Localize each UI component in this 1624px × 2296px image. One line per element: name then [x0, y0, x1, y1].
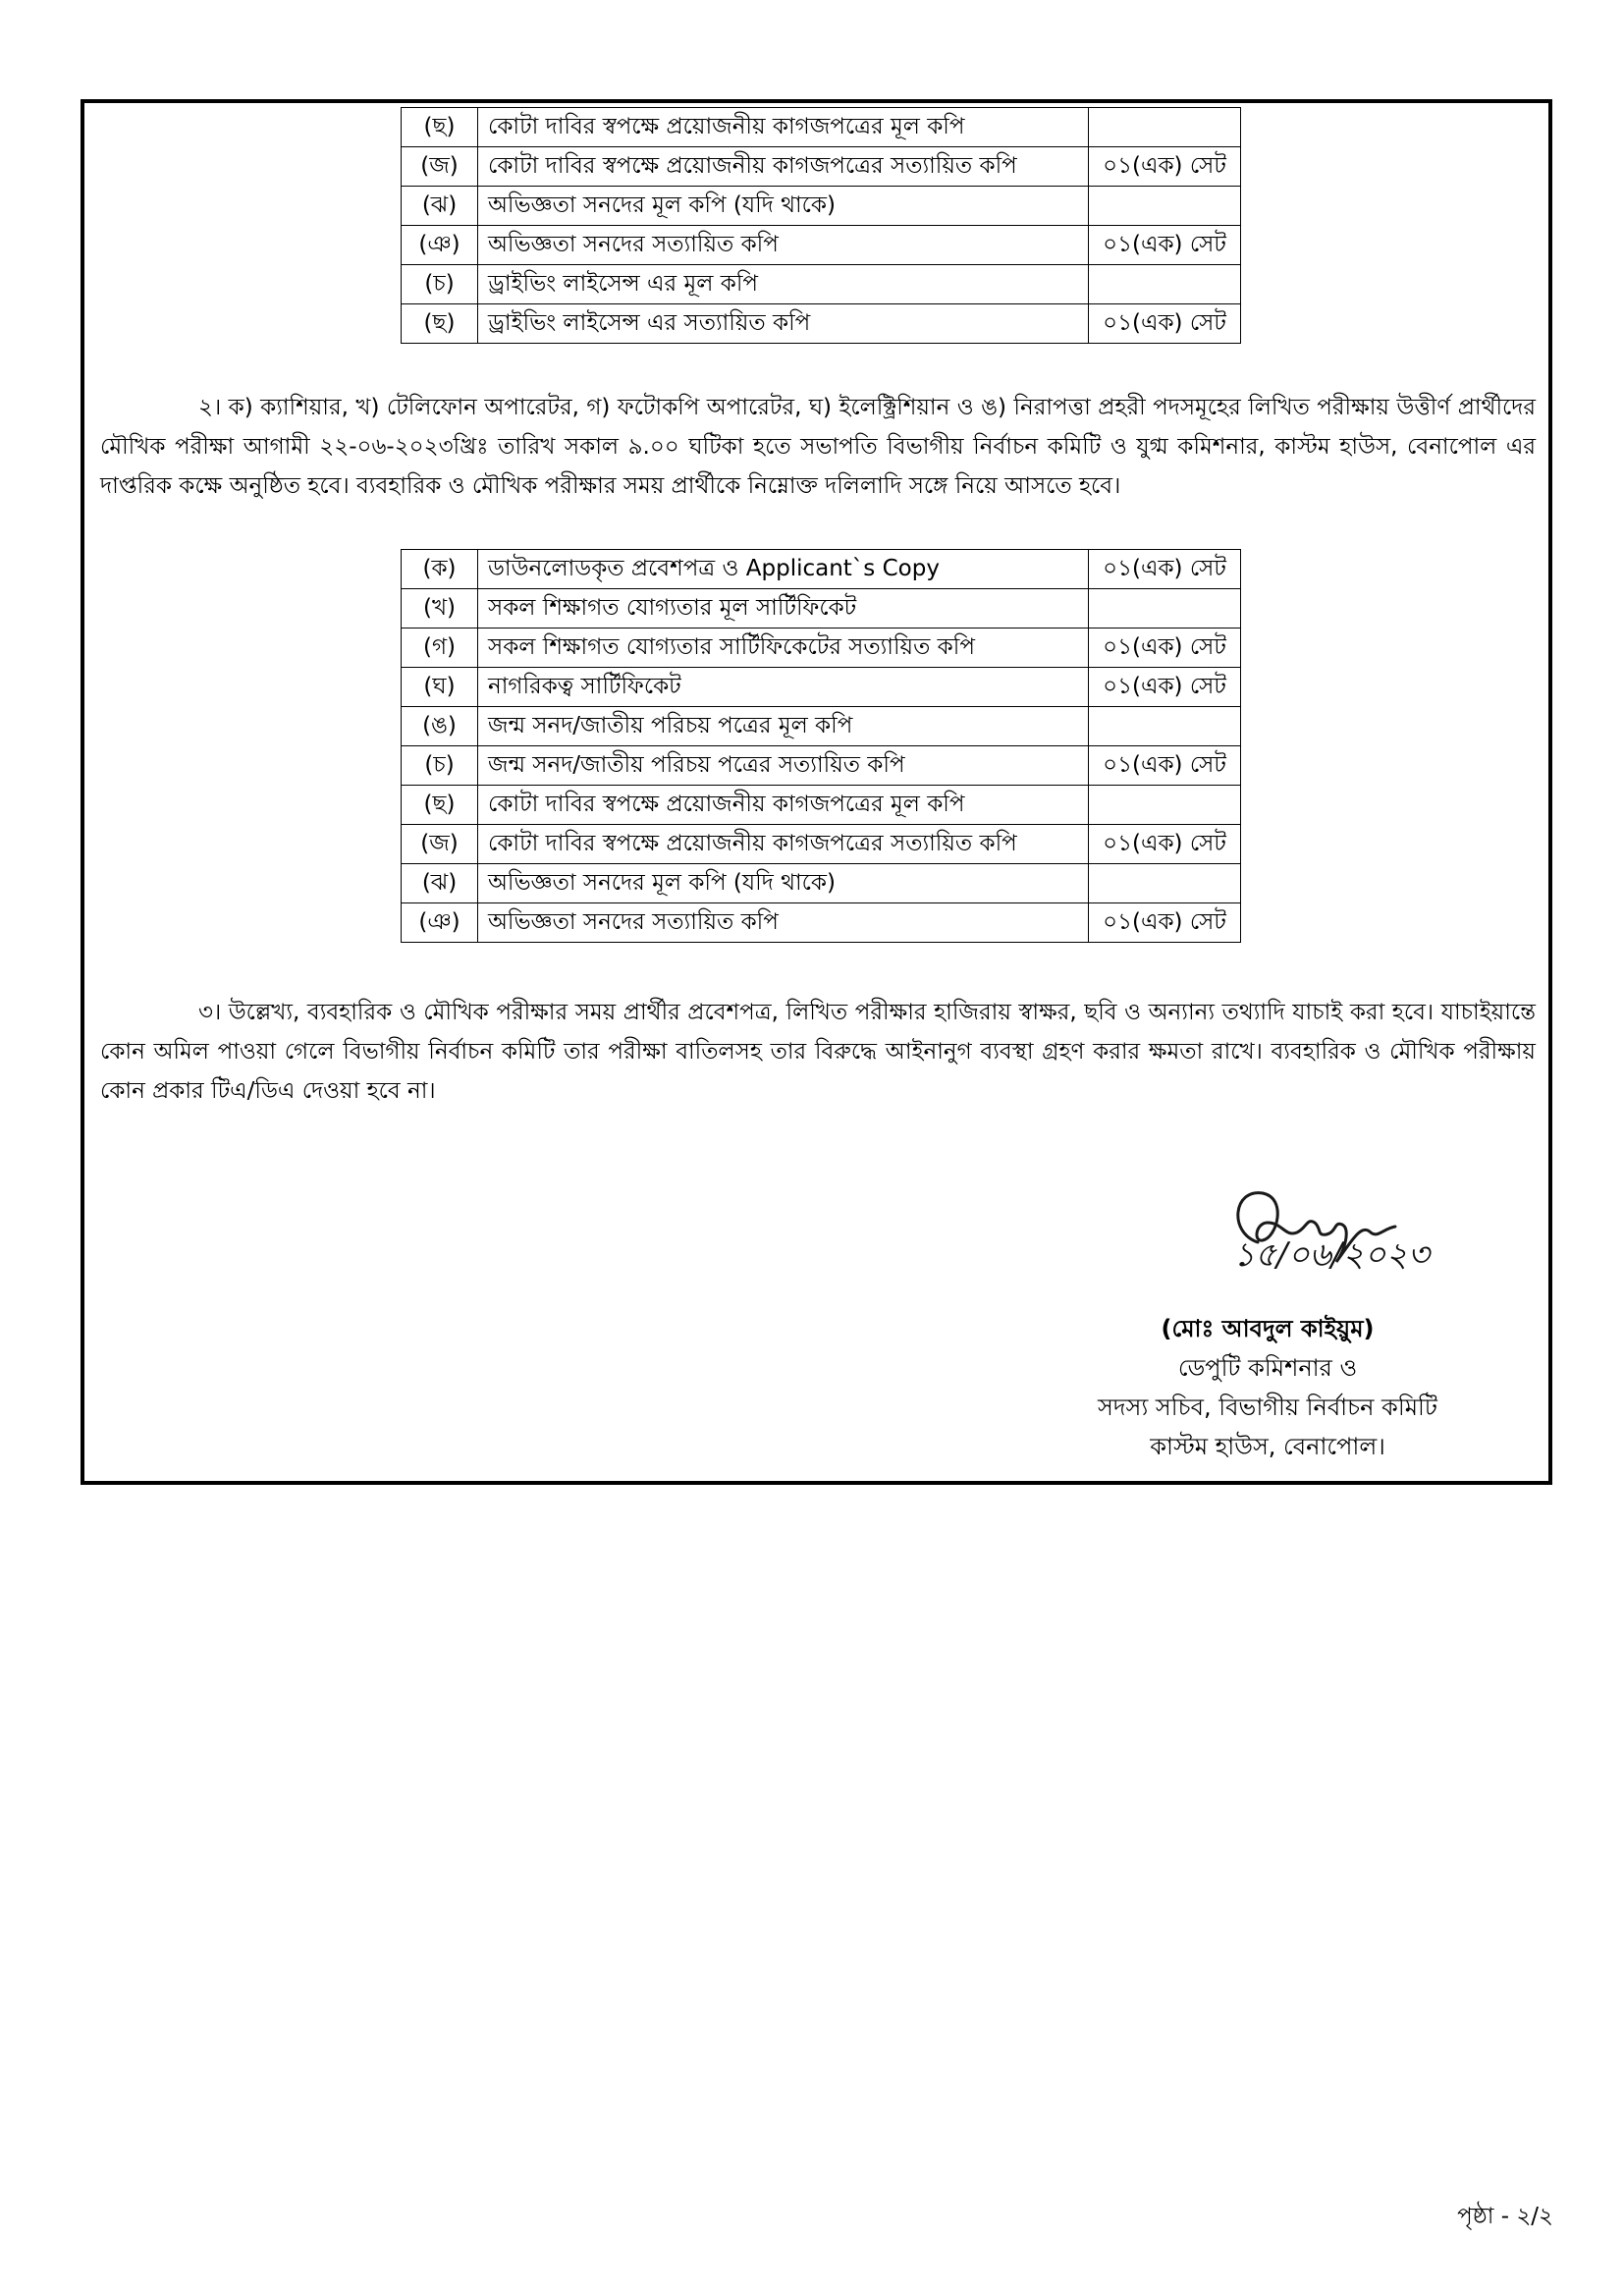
- row-code: (ঞ): [402, 903, 478, 943]
- row-item: ড্রাইভিং লাইসেন্স এর সত্যায়িত কপি: [478, 304, 1089, 344]
- paragraph-3: [100, 993, 1536, 1111]
- paragraph-2: [100, 388, 1536, 506]
- row-item: নাগরিকত্ব সার্টিফিকেট: [478, 668, 1089, 707]
- row-item: অভিজ্ঞতা সনদের সত্যায়িত কপি: [478, 226, 1089, 265]
- row-quantity: [1089, 864, 1241, 903]
- row-quantity: ০১(এক) সেট: [1089, 304, 1241, 344]
- row-quantity: ০১(এক) সেট: [1089, 147, 1241, 187]
- row-item: অভিজ্ঞতা সনদের মূল কপি (যদি থাকে): [478, 864, 1089, 903]
- required-documents-table-continued: [401, 107, 1241, 344]
- row-quantity: [1089, 589, 1241, 629]
- row-item: জন্ম সনদ/জাতীয় পরিচয় পত্রের মূল কপি: [478, 707, 1089, 746]
- viva-documents-table: [401, 549, 1241, 943]
- table-row: [402, 304, 1241, 344]
- table-row: [402, 265, 1241, 304]
- row-item: ড্রাইভিং লাইসেন্স এর মূল কপি: [478, 265, 1089, 304]
- row-item: কোটা দাবির স্বপক্ষে প্রয়োজনীয় কাগজপত্রের মূল কপি: [478, 786, 1089, 825]
- signature-date: ১৫/০৬/২০২৩: [1233, 1235, 1430, 1275]
- row-quantity: ০১(এক) সেট: [1089, 746, 1241, 786]
- row-code: (খ): [402, 589, 478, 629]
- row-quantity: [1089, 265, 1241, 304]
- row-code: (গ): [402, 629, 478, 668]
- table-row: [402, 629, 1241, 668]
- table-row: [402, 786, 1241, 825]
- table-row: [402, 746, 1241, 786]
- table-row: [402, 668, 1241, 707]
- signature-block: [1056, 1309, 1479, 1466]
- row-code: (ঝ): [402, 187, 478, 226]
- row-code: (জ): [402, 825, 478, 864]
- table-row: [402, 550, 1241, 589]
- row-item: অভিজ্ঞতা সনদের সত্যায়িত কপি: [478, 903, 1089, 943]
- row-code: (ছ): [402, 786, 478, 825]
- row-code: (ঘ): [402, 668, 478, 707]
- signatory-designation-2: সদস্য সচিব, বিভাগীয় নির্বাচন কমিটি: [1098, 1394, 1437, 1421]
- row-code: (ঙ): [402, 707, 478, 746]
- row-item: অভিজ্ঞতা সনদের মূল কপি (যদি থাকে): [478, 187, 1089, 226]
- signatory-designation-1: ডেপুটি কমিশনার ও: [1177, 1354, 1358, 1382]
- table-row: [402, 108, 1241, 147]
- row-item: ডাউনলোডকৃত প্রবেশপত্র ও Applicant`s Copy: [478, 550, 1089, 589]
- row-code: (চ): [402, 746, 478, 786]
- row-quantity: ০১(এক) সেট: [1089, 668, 1241, 707]
- table-top-body: [402, 108, 1241, 344]
- row-item: কোটা দাবির স্বপক্ষে প্রয়োজনীয় কাগজপত্রের সত্যায়িত কপি: [478, 147, 1089, 187]
- table-row: [402, 707, 1241, 746]
- table-row: [402, 226, 1241, 265]
- document-frame: [81, 99, 1552, 1485]
- row-quantity: ০১(এক) সেট: [1089, 903, 1241, 943]
- row-code: (ঝ): [402, 864, 478, 903]
- row-code: (ছ): [402, 304, 478, 344]
- row-quantity: ০১(এক) সেট: [1089, 550, 1241, 589]
- row-item: সকল শিক্ষাগত যোগ্যতার সার্টিফিকেটের সত্যায়িত কপি: [478, 629, 1089, 668]
- signatory-office: কাস্টম হাউস, বেনাপোল।: [1150, 1433, 1385, 1460]
- row-item: কোটা দাবির স্বপক্ষে প্রয়োজনীয় কাগজপত্রের মূল কপি: [478, 108, 1089, 147]
- signatory-name: (মোঃ আবদুল কাইয়ুম): [1161, 1315, 1375, 1342]
- table-row: [402, 589, 1241, 629]
- row-quantity: [1089, 707, 1241, 746]
- row-code: (ছ): [402, 108, 478, 147]
- paragraph-2-text: ২। ক) ক্যাশিয়ার, খ) টেলিফোন অপারেটর, গ) ফটোকপি অপারেটর, ঘ) ইলেক্ট্রিশিয়ান ও ঙ) নিরাপত্তা প্রহরী পদসমূহের লিখিত পরীক্ষায় উত্তীর্ণ প্রার্থীদের মৌখিক পরীক্ষা আগামী ২২-০৬-২০২৩খ্রিঃ তারিখ সকাল ৯.০০ ঘটিকা হতে সভাপতি বিভাগীয় নির্বাচন কমিটি ও যুগ্ম কমিশনার, কাস্টম হাউস, বেনাপোল এর দাপ্তরিক কক্ষে অনুষ্ঠিত হবে। ব্যবহারিক ও মৌখিক পরীক্ষার সময় প্রার্থীকে নিম্নোক্ত দলিলাদি সঙ্গে নিয়ে আসতে হবে।: [100, 395, 1536, 499]
- row-item: কোটা দাবির স্বপক্ষে প্রয়োজনীয় কাগজপত্রের সত্যায়িত কপি: [478, 825, 1089, 864]
- table-row: [402, 903, 1241, 943]
- row-item: জন্ম সনদ/জাতীয় পরিচয় পত্রের সত্যায়িত কপি: [478, 746, 1089, 786]
- page-number: পৃষ্ঠা - ২/২: [1457, 2204, 1553, 2229]
- row-code: (চ): [402, 265, 478, 304]
- row-quantity: [1089, 108, 1241, 147]
- table-row: [402, 187, 1241, 226]
- table-row: [402, 147, 1241, 187]
- row-code: (জ): [402, 147, 478, 187]
- row-quantity: ০১(এক) সেট: [1089, 629, 1241, 668]
- table-row: [402, 864, 1241, 903]
- table-row: [402, 825, 1241, 864]
- row-quantity: [1089, 786, 1241, 825]
- row-code: (ক): [402, 550, 478, 589]
- table-docs-body: [402, 550, 1241, 943]
- row-item: সকল শিক্ষাগত যোগ্যতার মূল সার্টিফিকেট: [478, 589, 1089, 629]
- paragraph-3-text: ৩। উল্লেখ্য, ব্যবহারিক ও মৌখিক পরীক্ষার সময় প্রার্থীর প্রবেশপত্র, লিখিত পরীক্ষার হাজিরায় স্বাক্ষর, ছবি ও অন্যান্য তথ্যাদি যাচাই করা হবে। যাচাইয়ান্তে কোন অমিল পাওয়া গেলে বিভাগীয় নির্বাচন কমিটি তার পরীক্ষা বাতিলসহ তার বিরুদ্ধে আইনানুগ ব্যবস্থা গ্রহণ করার ক্ষমতা রাখে। ব্যবহারিক ও মৌখিক পরীক্ষায় কোন প্রকার টিএ/ডিএ দেওয়া হবে না।: [100, 1000, 1536, 1104]
- row-code: (ঞ): [402, 226, 478, 265]
- row-quantity: [1089, 187, 1241, 226]
- row-quantity: ০১(এক) সেট: [1089, 825, 1241, 864]
- row-quantity: ০১(এক) সেট: [1089, 226, 1241, 265]
